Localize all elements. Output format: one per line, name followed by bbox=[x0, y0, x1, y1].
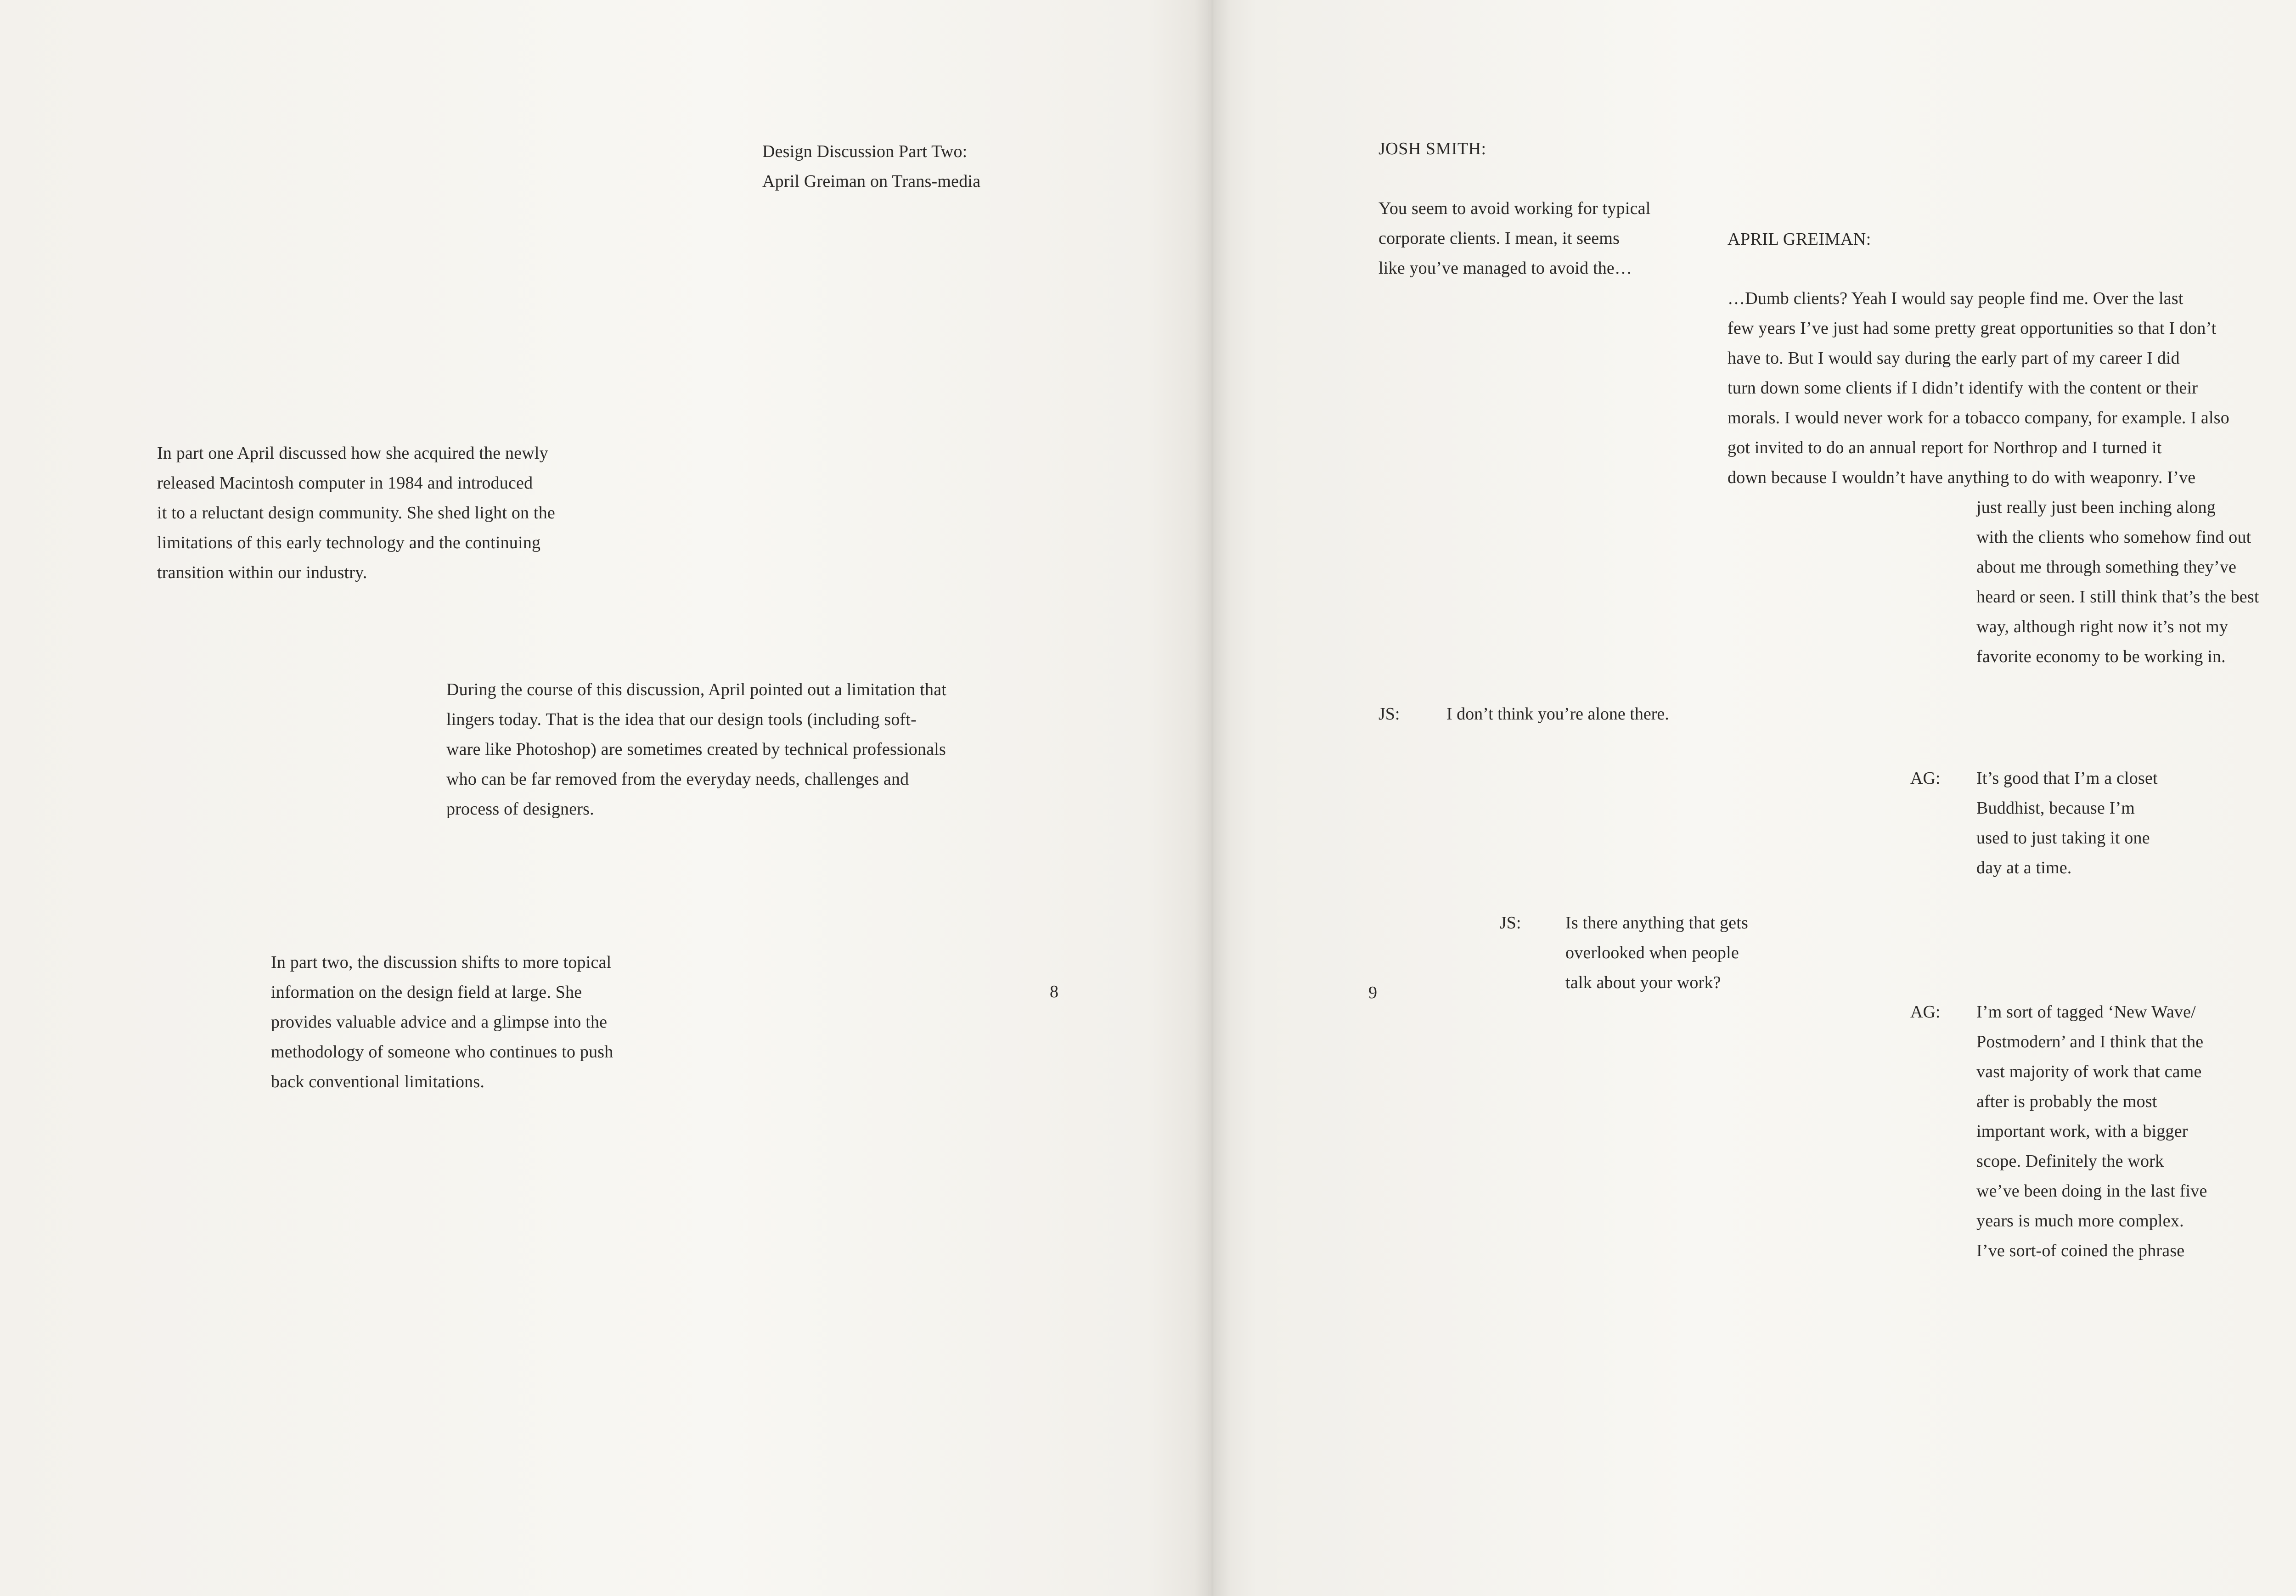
text-line: like you’ve managed to avoid the… bbox=[1379, 259, 1632, 278]
text-line: with the clients who somehow find out bbox=[1976, 528, 2251, 547]
text-line: just really just been inching along bbox=[1976, 498, 2216, 517]
text-line: Postmodern’ and I think that the bbox=[1976, 1032, 2204, 1051]
text-line: way, although right now it’s not my bbox=[1976, 617, 2228, 636]
question-1 bbox=[1379, 194, 1650, 283]
text-line: I’m sort of tagged ‘New Wave/ bbox=[1976, 1002, 2196, 1022]
text-line: who can be far removed from the everyday needs, challenges and bbox=[446, 770, 909, 789]
text-line: important work, with a bigger bbox=[1976, 1122, 2188, 1141]
text-line: It’s good that I’m a closet bbox=[1976, 769, 2158, 788]
article-title bbox=[762, 137, 980, 197]
text-line: Is there anything that gets bbox=[1565, 913, 1748, 933]
text-line: scope. Definitely the work bbox=[1976, 1152, 2164, 1171]
text-line: have to. But I would say during the early part of my career I did bbox=[1728, 348, 2180, 368]
text-line: process of designers. bbox=[446, 799, 594, 819]
speaker-label-js: JS: bbox=[1500, 913, 1521, 933]
text-line: corporate clients. I mean, it seems bbox=[1379, 229, 1620, 248]
text-line: few years I’ve just had some pretty great opportunities so that I don’t bbox=[1728, 319, 2217, 338]
text-line: turn down some clients if I didn’t identify with the content or their bbox=[1728, 378, 2198, 398]
text-line: provides valuable advice and a glimpse into the bbox=[271, 1012, 608, 1032]
intro-paragraph-1 bbox=[157, 438, 555, 588]
right-page bbox=[1208, 0, 2296, 1596]
text-line: transition within our industry. bbox=[157, 563, 367, 582]
text-line: overlooked when people bbox=[1565, 943, 1739, 962]
text-line: limitations of this early technology and the continuing bbox=[157, 533, 541, 552]
speaker-label-ag: AG: bbox=[1910, 1002, 1941, 1022]
page-number-right: 9 bbox=[1368, 983, 1377, 1002]
text-line: morals. I would never work for a tobacco company, for example. I also bbox=[1728, 408, 2229, 427]
text-line: ware like Photoshop) are sometimes created by technical professionals bbox=[446, 740, 946, 759]
text-line: In part one April discussed how she acquired the newly bbox=[157, 444, 548, 463]
text-line: You seem to avoid working for typical bbox=[1379, 199, 1651, 218]
speaker-label-ag: AG: bbox=[1910, 769, 1941, 788]
text-line: released Macintosh computer in 1984 and introduced bbox=[157, 473, 533, 493]
text-line: In part two, the discussion shifts to more topical bbox=[271, 953, 612, 972]
text-line: about me through something they’ve bbox=[1976, 557, 2237, 577]
text-line: April Greiman on Trans-media bbox=[762, 172, 981, 191]
answer-3 bbox=[1976, 997, 2207, 1266]
answer-2 bbox=[1976, 764, 2158, 883]
intro-paragraph-3 bbox=[271, 948, 613, 1097]
text-line: lingers today. That is the idea that our design tools (including soft- bbox=[446, 710, 917, 729]
text-line: Buddhist, because I’m bbox=[1976, 798, 2135, 818]
text-line: …Dumb clients? Yeah I would say people find me. Over the last bbox=[1728, 289, 2183, 308]
text-line: back conventional limitations. bbox=[271, 1072, 485, 1091]
speaker-label-js: JS: bbox=[1379, 704, 1400, 724]
text-line: years is much more complex. bbox=[1976, 1211, 2184, 1231]
answer-1-bottom bbox=[1976, 493, 2259, 672]
text-line: got invited to do an annual report for Northrop and I turned it bbox=[1728, 438, 2162, 457]
text-line: it to a reluctant design community. She shed light on the bbox=[157, 503, 555, 523]
question-3 bbox=[1565, 908, 1748, 998]
text-line: During the course of this discussion, April pointed out a limitation that bbox=[446, 680, 947, 699]
question-2: I don’t think you’re alone there. bbox=[1446, 704, 1669, 724]
text-line: talk about your work? bbox=[1565, 973, 1721, 992]
interviewee-heading: APRIL GREIMAN: bbox=[1728, 230, 1871, 249]
text-line: down because I wouldn’t have anything to do with weaponry. I’ve bbox=[1728, 468, 2196, 487]
page-number-left: 8 bbox=[1050, 982, 1058, 1001]
interviewer-heading: JOSH SMITH: bbox=[1379, 139, 1486, 158]
answer-1-top bbox=[1728, 284, 2229, 493]
book-gutter bbox=[1194, 0, 1231, 1596]
text-line: Design Discussion Part Two: bbox=[762, 142, 968, 161]
text-line: vast majority of work that came bbox=[1976, 1062, 2202, 1081]
text-line: methodology of someone who continues to push bbox=[271, 1042, 613, 1062]
text-line: after is probably the most bbox=[1976, 1092, 2157, 1111]
text-line: favorite economy to be working in. bbox=[1976, 647, 2226, 666]
intro-paragraph-2 bbox=[446, 675, 946, 824]
text-line: day at a time. bbox=[1976, 858, 2072, 877]
text-line: information on the design field at large. She bbox=[271, 983, 582, 1002]
text-line: I’ve sort-of coined the phrase bbox=[1976, 1241, 2185, 1260]
text-line: we’ve been doing in the last five bbox=[1976, 1181, 2207, 1201]
text-line: heard or seen. I still think that’s the best bbox=[1976, 587, 2259, 607]
text-line: used to just taking it one bbox=[1976, 828, 2150, 848]
